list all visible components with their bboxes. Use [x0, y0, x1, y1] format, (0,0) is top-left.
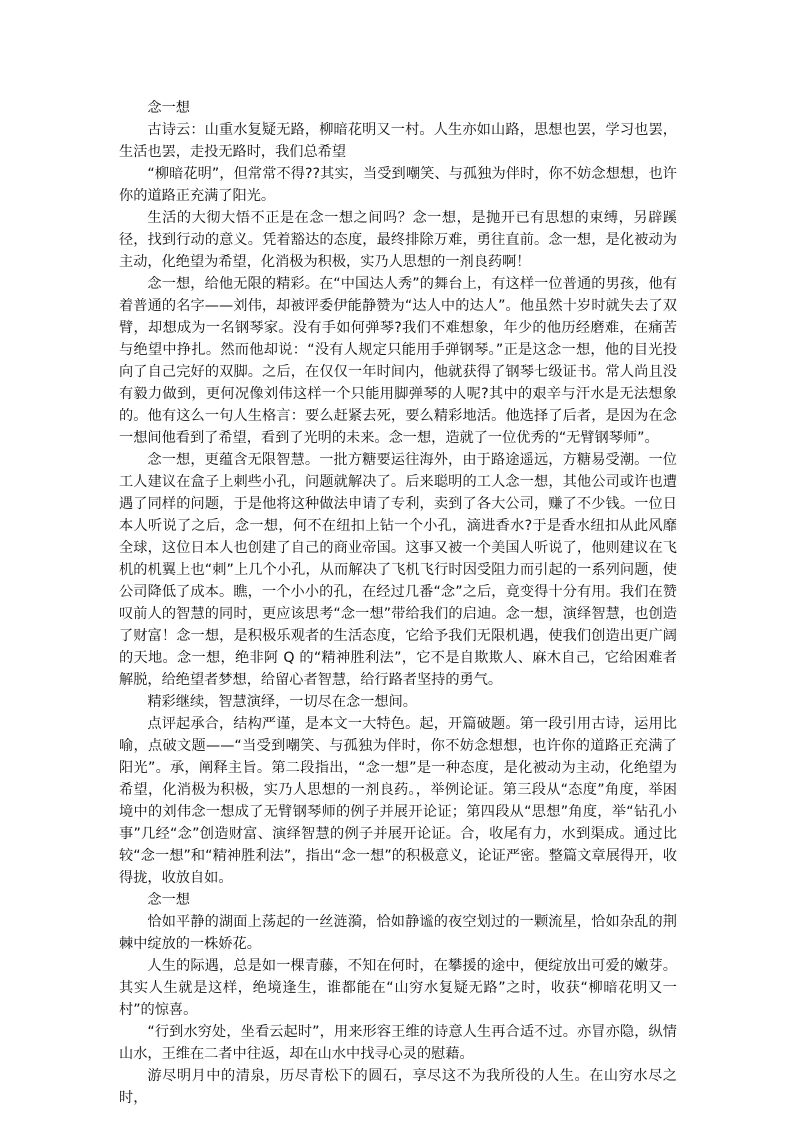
paragraph: 精彩继续，智慧演绎，一切尽在念一想间。: [147, 694, 417, 710]
paragraph: 人生的际遇，总是如一棵青藤，不知在何时，在攀援的途中，便绽放出可爱的嫩芽。其实人生就是这样，绝境逢生，谁都能在“山穷水复疑无路”之时，收获“柳暗花明又一村”的惊喜。: [119, 958, 677, 1018]
essay-title: 念一想: [147, 100, 190, 116]
paragraph: 念一想，给他无限的精彩。在“中国达人秀”的舞台上，有这样一位普通的男孩，他有着普通的名字——刘伟，却被评委伊能静赞为“达人中的达人”。他虽然十岁时就失去了双臂，却想成为一名钢琴家。没有手如何弹琴?我们不难想象，年少的他历经磨难，在痛苦与绝望中挣扎。然而他却说：“没有人规定只能用手弹钢琴。”正是这念一想，他的目光投向了自己完好的双脚。之后，在仅仅一年时间内，他就获得了钢琴七级证书。常人尚且没有毅力做到，更何况像刘伟这样一个只能用脚弹琴的人呢?其中的艰辛与汗水是无法想象的。他有这么一句人生格言：要么赶紧去死，要么精彩地活。他选择了后者，是因为在念一想间他看到了希望，看到了光明的未来。念一想，造就了一位优秀的“无臂钢琴师”。: [119, 276, 677, 446]
document-page: [119, 97, 677, 1109]
commentary-paragraph: 点评起承合，结构严谨，是本文一大特色。起，开篇破题。第一段引用古诗，运用比喻，点破文题——“当受到嘲笑、与孤独为伴时，你不妨念想想，也许你的道路正充满了阳光”。承，阐释主旨。第二段指出，“念一想”是一种态度，是化被动为主动，化绝望为希望，化消极为积极，实乃人思想的一剂良药。，举例论证。第三段从“态度”角度，举困境中的刘伟念一想成了无臂钢琴师的例子并展开论证；第四段从“思想”角度，举“钻孔小事”几经“念”创造财富、演绎智慧的例子并展开论证。合，收尾有力，水到渠成。通过比较“念一想”和“精神胜利法”，指出“念一想”的积极意义，论证严密。整篇文章展得开，收得拢，收放自如。: [119, 716, 677, 886]
paragraph: 古诗云：山重水复疑无路，柳暗花明又一村。人生亦如山路，思想也罢，学习也罢，生活也罢，走投无路时，我们总希望: [119, 122, 677, 160]
paragraph: “行到水穷处，坐看云起时”，用来形容王维的诗意人生再合适不过。亦冒亦隐，纵情山水，王维在二者中往返，却在山水中找寻心灵的慰藉。: [119, 1024, 677, 1062]
paragraph: 生活的大彻大悟不正是在念一想之间吗？念一想，是抛开已有思想的束缚，另辟蹊径，找到行动的意义。凭着豁达的态度，最终排除万难，勇往直前。念一想，是化被动为主动，化绝望为希望，化消极为积极，实乃人思想的一剂良药啊！: [119, 210, 677, 270]
paragraph: “柳暗花明”，但常常不得??其实，当受到嘲笑、与孤独为伴时，你不妨念想想，也许你的道路正充满了阳光。: [119, 166, 677, 204]
paragraph: 念一想，更蕴含无限智慧。一批方糖要运往海外，由于路途遥远，方糖易受潮。一位工人建议在盒子上刺些小孔，问题就解决了。后来聪明的工人念一想，其他公司或许也遭遇了同样的问题，于是他将这种做法申请了专利，卖到了各大公司，赚了不少钱。一位日本人听说了之后，念一想，何不在纽扣上钻一个小孔，滴进香水?于是香水纽扣从此风靡全球，这位日本人也创建了自己的商业帝国。这事又被一个美国人听说了，他则建议在飞机的机翼上也“刺”上几个小孔，从而解决了飞机飞行时因受阻力而引起的一系列问题，使公司降低了成本。瞧，一个小小的孔，在经过几番“念”之后，竟变得十分有用。我们在赞叹前人的智慧的同时，更应该思考“念一想”带给我们的启迪。念一想，演绎智慧，也创造了财富！念一想，是积极乐观者的生活态度，它给予我们无限机遇，使我们创造出更广阔的天地。念一想，绝非阿 Q 的“精神胜利法”，它不是自欺欺人、麻木自己，它给困难者解脱，给绝望者梦想，给留心者智慧，给行路者坚持的勇气。: [119, 452, 677, 688]
paragraph: 恰如平静的湖面上荡起的一丝涟漪，恰如静谧的夜空划过的一颗流星，恰如杂乱的荆棘中绽放的一株娇花。: [119, 914, 677, 952]
essay-title: 念一想: [147, 892, 190, 908]
paragraph: 游尽明月中的清泉，历尽青松下的圆石，享尽这不为我所役的人生。在山穷水尽之时，: [119, 1068, 677, 1106]
